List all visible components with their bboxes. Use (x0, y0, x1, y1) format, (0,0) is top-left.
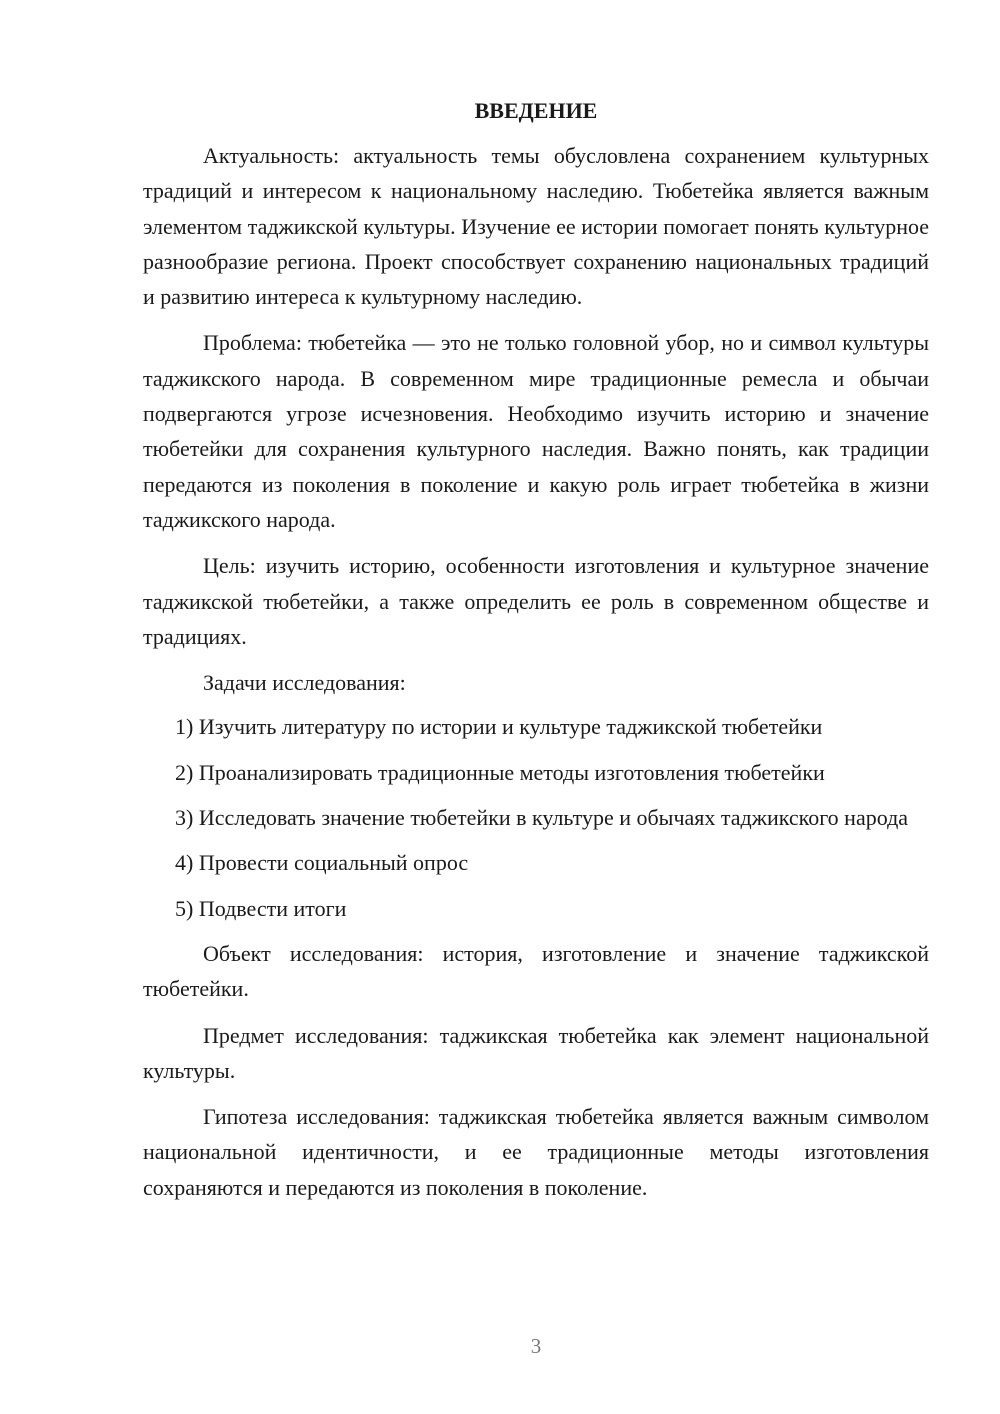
task-item: 4) Провести социальный опрос (175, 850, 469, 876)
task-item: 3) Исследовать значение тюбетейки в культуре и обычаях таджикского народа (175, 805, 909, 831)
page-title: ВВЕДЕНИЕ (474, 98, 598, 123)
page-content (143, 96, 929, 1216)
task-item: 5) Подвести итоги (175, 895, 347, 921)
paragraph-hypothesis: Гипотеза исследования: таджикская тюбетейка является важным символом национальной идентичности, и ее традиционные методы изготовления сохраняются и передаются из поколения в поколение. (143, 1104, 929, 1200)
task-item: 1) Изучить литературу по истории и культуре таджикской тюбетейки (175, 714, 823, 740)
paragraph-object: Объект исследования: история, изготовление и значение таджикской тюбетейки. (143, 940, 929, 1002)
task-item: 2) Проанализировать традиционные методы изготовления тюбетейки (175, 759, 825, 785)
paragraph-actuality: Актуальность: актуальность темы обусловлена сохранением культурных традиций и интересом к национальному наследию. Тюбетейка является важным элементом таджикской культуры. Изучение ее истории помогает понять культурное разнообразие региона. Проект способствует сохранению национальных традиций и развитию интереса к культурному наследию. (143, 143, 929, 310)
page-number: 3 (530, 1334, 542, 1358)
paragraph-subject: Предмет исследования: таджикская тюбетейка как элемент национальной культуры. (143, 1022, 929, 1083)
tasks-heading: Задачи исследования: (203, 670, 406, 696)
paragraph-goal: Цель: изучить историю, особенности изготовления и культурное значение таджикской тюбетейки, а также определить ее роль в современном обществе и традициях. (143, 553, 929, 649)
paragraph-problem: Проблема: тюбетейка — это не только головной убор, но и символ культуры таджикского народа. В современном мире традиционные ремесла и обычаи подвергаются угрозе исчезновения. Необходимо изучить историю и значение тюбетейки для сохранения культурного наследия. Важно понять, как традиции передаются из поколения в поколение и какую роль играет тюбетейка в жизни таджикского народа. (143, 330, 929, 532)
tasks-list (143, 709, 929, 925)
